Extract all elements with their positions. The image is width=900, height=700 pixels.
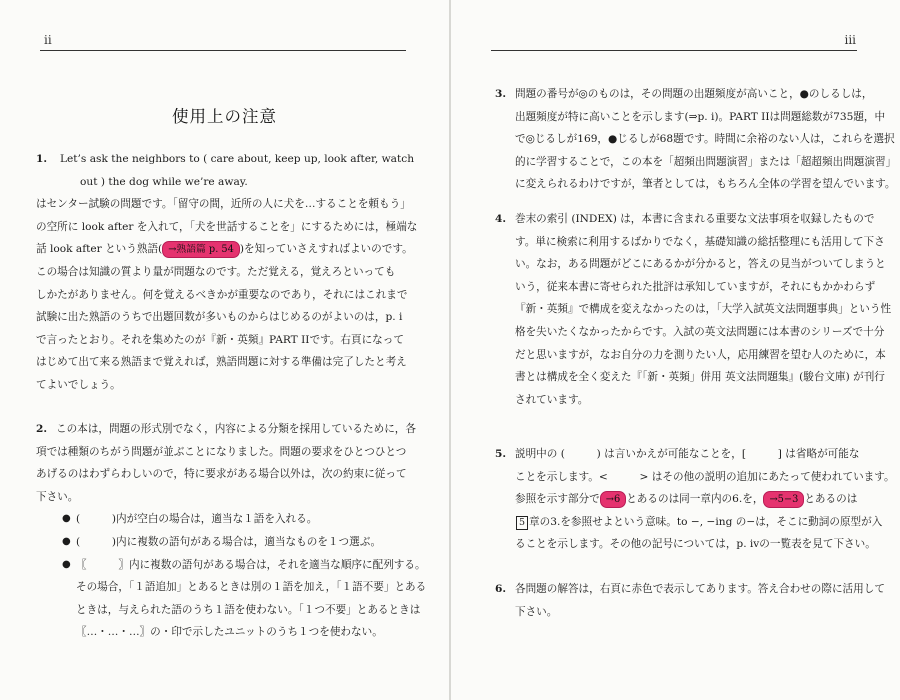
bullet-text: ( )内が空白の場合は，適当な１語を入れる。 [76, 513, 318, 526]
note-item-2 [36, 418, 427, 644]
note-number: 4. [495, 213, 507, 225]
text-line: 出題頻度が特に高いことを示します(⇒p. i)。PART IIは問題総数が735題，中 [515, 110, 886, 123]
bullet-text: ( )内に複数の語句がある場合は，適当なものを１つ選ぶ。 [76, 535, 382, 548]
reference-highlight: →熟語篇 p. 54 [162, 241, 240, 258]
note-item-4 [495, 208, 892, 411]
text-line: てよいでしょう。 [36, 378, 121, 391]
text-line: だと思いますが，なお自分の力を測りたい人，応用練習を望む人のために，本 [515, 348, 886, 361]
note-item-5 [495, 443, 895, 556]
note-number: 2. [36, 423, 48, 435]
note-number: 6. [495, 583, 507, 595]
rule-bullet [36, 554, 426, 577]
note-item-1 [36, 148, 416, 397]
text-line: 下さい。 [515, 605, 558, 618]
note-number: 3. [495, 88, 507, 100]
header-rule-right [491, 50, 857, 51]
bullet-icon: ● [62, 535, 71, 547]
text-line: この本は，問題の形式別でなく，内容による分類を採用しているために，各 [56, 423, 416, 435]
note-item-6 [495, 578, 885, 623]
text-line: 〖…・…・…〗の・印で示したユニットのうち１つを使わない。 [76, 626, 383, 639]
left-page [0, 0, 449, 700]
text-line: す。単に検索に利用するばかりでなく，基礎知識の総括整理にも活用して下さ [515, 235, 885, 248]
page-title: 使用上の注意 [172, 107, 277, 126]
note-number: 5. [495, 448, 507, 460]
text-line: 各問題の解答は，右頁に赤色で表示してあります。答え合わせの際に活用して [515, 583, 885, 595]
text-line: で言ったとおり。それを集めたのが『新・英頻』PART IIです。右頁になって [36, 333, 404, 346]
text-line: ときは，与えられた語のうち１語を使わない。「１つ不要」とあるときは [76, 603, 421, 616]
header-rule-left [40, 50, 406, 51]
text-span: とあるのは [804, 493, 858, 506]
rule-bullet [36, 508, 416, 531]
text-line: はセンター試験の問題です。「留守の間，近所の人に犬を…することを頼もう」 [36, 198, 411, 211]
rule-bullet [36, 531, 416, 554]
text-line [36, 238, 416, 261]
text-line: で◎じるしが169，●じるしが68題です。時間に余裕のない人は，これらを選択 [515, 133, 895, 146]
right-page [451, 0, 900, 700]
bullet-icon: ● [62, 513, 71, 525]
text-line: 『新・英頻』で構成を変えなかったのは，「大学入試英文法問題事典」という性 [515, 303, 892, 316]
text-line: この場合は知識の質より量が問題なのです。ただ覚える，覚えろといっても [36, 265, 396, 278]
chapter-box: 5 [516, 516, 528, 530]
text-span: 話 look after という熟語( [36, 243, 163, 256]
text-line: ることを示します。その他の記号については，p. ivの一覧表を見て下さい。 [515, 538, 876, 551]
page-number-left: ii [44, 33, 52, 47]
text-line: あげるのはわずらわしいので，特に要求がある場合以外は，次の約束に従って [36, 468, 407, 481]
example-sentence-line: out ) the dog while we’re away. [80, 175, 248, 188]
text-line: 下さい。 [36, 490, 79, 503]
example-sentence-line: Let’s ask the neighbors to ( care about, keep up, look after, watch [60, 153, 415, 165]
text-line: 巻末の索引 (INDEX) は，本書に含まれる重要な文法事項を収録したもので [515, 213, 875, 225]
text-line: しかたがありません。何を覚えるべきかが重要なのであり，それにはこれまで [36, 288, 408, 301]
text-span: 参照を示す部分で [515, 493, 600, 506]
text-line: い。なお，ある問題がどこにあるかが分かると，答えの見当がついてしまうと [515, 258, 886, 271]
note-item-3 [495, 83, 897, 196]
text-line: はじめて出て来る熟語まで覚えれば，熟語問題に対する準備は完了したと考え [36, 356, 407, 369]
note-number: 1. [36, 153, 48, 165]
text-line: されています。 [515, 393, 589, 406]
text-line: に変えられるわけですが，筆者としては，もちろん全体の学習を望んでいます。 [515, 178, 896, 191]
text-span: )を知っていさえすればよいのです。 [239, 243, 413, 256]
text-line: 試験に出た熟語のうちで出題回数が多いものからはじめるのがよいのは，p. i [36, 311, 403, 324]
reference-highlight: →6 [600, 491, 626, 508]
reference-highlight: →5−3 [763, 491, 804, 508]
text-line: 問題の番号が◎のものは，その問題の出題頻度が高いこと，●のしるしは， [515, 88, 873, 100]
text-line: ことを示します。< > はその他の説明の追加にあたって使われています。 [515, 470, 895, 483]
text-line [515, 488, 865, 511]
text-line: その場合，「１語追加」とあるときは別の１語を加え，「１語不要」とある [76, 581, 427, 594]
text-span: とあるのは同一章内の6.を， [626, 493, 764, 506]
text-line: 説明中の ( ) は言いかえが可能なことを，[ ] は省略が可能な [515, 448, 860, 460]
text-line: の空所に look after を入れて，「犬を世話することを」にするためには，極端な [36, 220, 418, 233]
text-line: 的に学習することで，この本を「超頻出問題演習」または「超超頻出問題演習」 [515, 155, 897, 168]
text-line: いう，従来本書に寄せられた批評は承知していますが，それにもかかわらず [515, 280, 876, 293]
text-line: 書とは構成を全く変えた『「新・英頻」併用 英文法問題集』(駿台文庫) が刊行 [515, 371, 885, 384]
page-number-right: iii [844, 33, 856, 47]
text-span: 章の3.を参照せよという意味。to −, −ing の−は，そこに動詞の原型が入 [529, 515, 883, 528]
text-line: 格を失いたくなかったからです。入試の英文法問題には本書のシリーズで十分 [515, 325, 885, 338]
text-line [515, 511, 883, 534]
bullet-icon: ● [62, 558, 71, 570]
text-line: 項では種類のちがう問題が並ぶことになりました。問題の要求をひとつひとつ [36, 445, 407, 458]
bullet-text: 〖 〗内に複数の語句がある場合は，それを適当な順序に配列する。 [76, 558, 426, 571]
